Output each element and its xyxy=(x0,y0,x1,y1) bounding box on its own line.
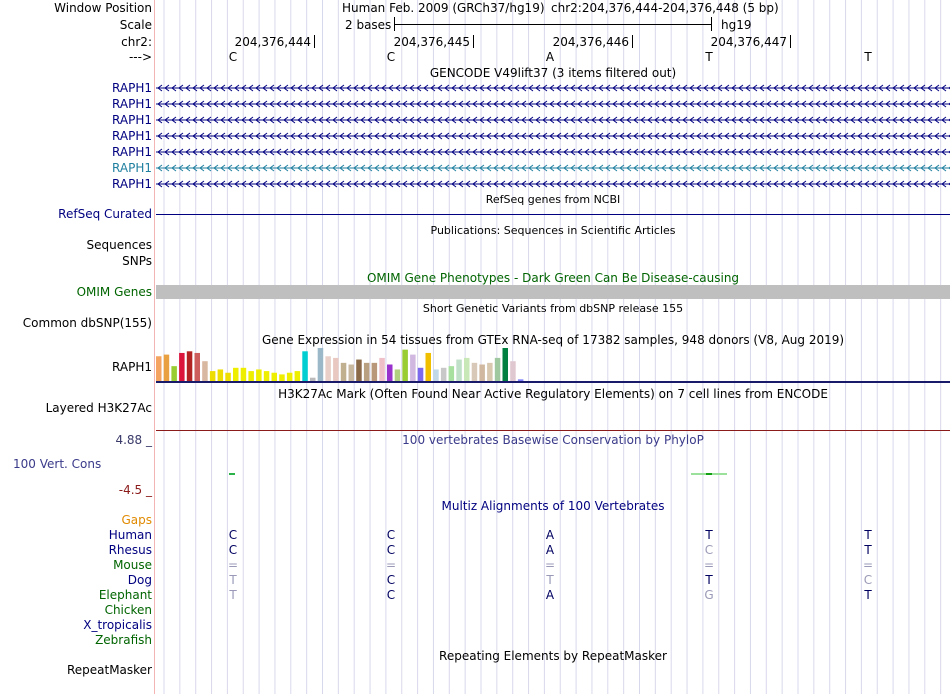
gtex-tissue-bar[interactable] xyxy=(510,361,516,381)
gtex-title[interactable]: Gene Expression in 54 tissues from GTEx RNA-seq of 17382 samples, 948 donors (V8, Aug 2019) xyxy=(261,333,845,347)
gtex-tissue-bar[interactable] xyxy=(402,350,408,381)
coordinate-tick xyxy=(314,35,315,48)
gencode-transcript-line[interactable] xyxy=(156,115,950,125)
refseq-line[interactable] xyxy=(156,214,950,215)
repeatmasker-label[interactable]: RepeatMasker xyxy=(66,663,152,677)
gtex-tissue-bar[interactable] xyxy=(287,373,293,381)
gtex-tissue-bar[interactable] xyxy=(503,348,509,381)
alignment-base: A xyxy=(545,543,555,557)
alignment-base: T xyxy=(705,528,713,542)
gencode-transcript-line[interactable] xyxy=(156,99,950,109)
reference-base: T xyxy=(864,50,872,64)
alignment-base: T xyxy=(864,588,872,602)
gtex-tissue-bar[interactable] xyxy=(379,358,385,381)
gencode-transcript-label[interactable]: RAPH1 xyxy=(112,113,152,127)
gtex-tissue-bar[interactable] xyxy=(449,366,455,381)
multiz-species-label[interactable]: Gaps xyxy=(121,513,152,527)
gtex-tissue-bar[interactable] xyxy=(256,369,262,381)
multiz-species-label[interactable]: Elephant xyxy=(98,588,152,602)
reference-base: T xyxy=(705,50,713,64)
phylop-ymin: -4.5 _ xyxy=(118,483,152,497)
multiz-species-label[interactable]: Chicken xyxy=(104,603,152,617)
gencode-transcript-label[interactable]: RAPH1 xyxy=(112,145,152,159)
coordinate-label: 204,376,446 xyxy=(552,35,629,49)
alignment-base: C xyxy=(386,588,396,602)
alignment-base: C xyxy=(228,543,238,557)
gtex-tissue-bar[interactable] xyxy=(418,368,424,381)
publications-title[interactable]: Publications: Sequences in Scientific Articles xyxy=(430,224,676,237)
gtex-tissue-bar[interactable] xyxy=(456,360,462,381)
gencode-transcript-line[interactable] xyxy=(156,83,950,93)
alignment-base: T xyxy=(229,588,237,602)
h3k27ac-title[interactable]: H3K27Ac Mark (Often Found Near Active Regulatory Elements) on 7 cell lines from ENCODE xyxy=(278,387,828,401)
alignment-base: C xyxy=(386,528,396,542)
publications-snps-label[interactable]: SNPs xyxy=(122,254,152,268)
coordinate-label: 204,376,445 xyxy=(393,35,470,49)
coordinate-label: 204,376,447 xyxy=(710,35,787,49)
alignment-base: A xyxy=(545,588,555,602)
omim-title[interactable]: OMIM Gene Phenotypes - Dark Green Can Be Disease-causing xyxy=(366,271,740,285)
gencode-transcript-line[interactable] xyxy=(156,147,950,157)
gtex-tissue-bar[interactable] xyxy=(333,358,339,381)
reference-base: C xyxy=(386,50,396,64)
alignment-base: T xyxy=(546,573,554,587)
alignment-base: A xyxy=(545,528,555,542)
gtex-tissue-bar[interactable] xyxy=(487,363,493,381)
publications-sequences-label[interactable]: Sequences xyxy=(86,238,152,252)
gtex-tissue-bar[interactable] xyxy=(218,369,224,381)
coordinate-tick xyxy=(790,35,791,48)
strand-label: ---> xyxy=(128,50,152,64)
gtex-tissue-bar[interactable] xyxy=(495,358,501,381)
gencode-transcript-line[interactable] xyxy=(156,131,950,141)
gtex-tissue-bar[interactable] xyxy=(318,348,324,381)
alignment-base: = xyxy=(227,558,239,572)
multiz-species-label[interactable]: Rhesus xyxy=(108,543,152,557)
gtex-tissue-bar[interactable] xyxy=(325,356,331,381)
gtex-tissue-bar[interactable] xyxy=(387,365,393,382)
gtex-tissue-bar[interactable] xyxy=(426,353,432,381)
dbsnp-title[interactable]: Short Genetic Variants from dbSNP release 155 xyxy=(422,302,684,315)
reference-base: C xyxy=(228,50,238,64)
gtex-chart[interactable] xyxy=(156,348,950,384)
omim-label[interactable]: OMIM Genes xyxy=(76,285,152,299)
gtex-tissue-bar[interactable] xyxy=(171,366,177,381)
gtex-tissue-bar[interactable] xyxy=(210,371,216,381)
gencode-transcript-label[interactable]: RAPH1 xyxy=(112,177,152,191)
position-text: chr2:204,376,444-204,376,448 (5 bp) xyxy=(551,1,779,15)
alignment-base: T xyxy=(864,543,872,557)
gtex-tissue-bar[interactable] xyxy=(372,363,378,381)
alignment-base: C xyxy=(228,528,238,542)
gencode-transcript-label[interactable]: RAPH1 xyxy=(112,161,152,175)
gtex-tissue-bar[interactable] xyxy=(248,371,254,381)
coordinate-label: 204,376,444 xyxy=(234,35,311,49)
gtex-tissue-bar[interactable] xyxy=(272,373,278,381)
alignment-base: = xyxy=(544,558,556,572)
scale-bar-right xyxy=(711,17,712,31)
multiz-species-label[interactable]: Mouse xyxy=(113,558,152,572)
gtex-tissue-bar[interactable] xyxy=(395,369,401,381)
gtex-tissue-bar[interactable] xyxy=(264,371,270,381)
gencode-transcript-label[interactable]: RAPH1 xyxy=(112,97,152,111)
dbsnp-label[interactable]: Common dbSNP(155) xyxy=(22,316,152,330)
multiz-species-label[interactable]: Human xyxy=(108,528,152,542)
h3k27ac-label[interactable]: Layered H3K27Ac xyxy=(45,401,152,415)
gtex-tissue-bar[interactable] xyxy=(233,368,239,381)
gtex-tissue-bar[interactable] xyxy=(364,363,370,381)
chrom-label: chr2: xyxy=(121,35,152,49)
phylop-score-mark[interactable] xyxy=(229,473,235,475)
gtex-tissue-bar[interactable] xyxy=(295,371,301,381)
scale-bar xyxy=(394,24,711,25)
gtex-tissue-bar[interactable] xyxy=(164,355,170,381)
refseq-label[interactable]: RefSeq Curated xyxy=(58,207,152,221)
gtex-tissue-bar[interactable] xyxy=(156,356,162,381)
multiz-title[interactable]: Multiz Alignments of 100 Vertebrates xyxy=(441,499,665,513)
gtex-tissue-bar[interactable] xyxy=(472,363,478,381)
alignment-base: = xyxy=(703,558,715,572)
h3k27ac-baseline xyxy=(156,430,950,431)
gtex-tissue-bar[interactable] xyxy=(518,379,524,381)
gtex-tissue-bar[interactable] xyxy=(410,355,416,381)
gencode-transcript-label[interactable]: RAPH1 xyxy=(112,129,152,143)
gtex-tissue-bar[interactable] xyxy=(279,374,285,381)
alignment-base: T xyxy=(864,528,872,542)
multiz-species-label[interactable]: Zebrafish xyxy=(95,633,152,647)
gtex-label[interactable]: RAPH1 xyxy=(112,360,152,374)
gtex-tissue-bar[interactable] xyxy=(341,363,347,381)
alignment-base: = xyxy=(862,558,874,572)
gtex-tissue-bar[interactable] xyxy=(349,365,355,382)
gencode-transcript-label[interactable]: RAPH1 xyxy=(112,81,152,95)
scale-label: Scale xyxy=(119,18,152,32)
scale-db: hg19 xyxy=(721,18,752,32)
gtex-tissue-bar[interactable] xyxy=(479,365,485,382)
alignment-base: T xyxy=(705,573,713,587)
alignment-base: C xyxy=(704,543,714,557)
gtex-tissue-bar[interactable] xyxy=(441,368,447,381)
gtex-tissue-bar[interactable] xyxy=(187,351,193,381)
gencode-title[interactable]: GENCODE V49lift37 (3 items filtered out) xyxy=(429,66,677,80)
reference-base: A xyxy=(545,50,555,64)
gencode-transcript-line[interactable] xyxy=(156,163,950,173)
scale-text: 2 bases xyxy=(345,18,392,32)
alignment-base: C xyxy=(386,573,396,587)
phylop-plot[interactable] xyxy=(156,468,950,480)
coordinate-tick xyxy=(473,35,474,48)
alignment-base: T xyxy=(229,573,237,587)
gtex-tissue-bar[interactable] xyxy=(225,373,231,381)
phylop-label[interactable]: 100 Vert. Cons xyxy=(13,457,102,471)
gtex-tissue-bar[interactable] xyxy=(302,351,308,381)
omim-bar[interactable] xyxy=(156,285,950,299)
gtex-tissue-bar[interactable] xyxy=(356,360,362,381)
gtex-tissue-bar[interactable] xyxy=(433,369,439,381)
gtex-tissue-bar[interactable] xyxy=(310,378,316,381)
multiz-species-label[interactable]: Dog xyxy=(127,573,152,587)
gencode-transcript-line[interactable] xyxy=(156,179,950,189)
alignment-base: = xyxy=(385,558,397,572)
multiz-species-label[interactable]: X_tropicalis xyxy=(83,618,152,632)
alignment-base: C xyxy=(863,573,873,587)
repeatmasker-title[interactable]: Repeating Elements by RepeatMasker xyxy=(439,649,667,663)
alignment-base: C xyxy=(386,543,396,557)
coordinate-tick xyxy=(632,35,633,48)
refseq-title[interactable]: RefSeq genes from NCBI xyxy=(485,193,621,206)
phylop-score-mark[interactable] xyxy=(706,473,712,475)
gtex-tissue-bar[interactable] xyxy=(464,358,470,381)
gtex-tissue-bar[interactable] xyxy=(195,353,201,381)
assembly-text: Human Feb. 2009 (GRCh37/hg19) xyxy=(342,1,545,15)
window-position-label: Window Position xyxy=(54,1,152,15)
phylop-ymax: 4.88 _ xyxy=(115,433,152,447)
gtex-tissue-bar[interactable] xyxy=(179,353,185,381)
phylop-title[interactable]: 100 vertebrates Basewise Conservation by PhyloP xyxy=(402,433,704,447)
alignment-base: G xyxy=(704,588,714,602)
label-divider[interactable] xyxy=(154,0,155,694)
gtex-tissue-bar[interactable] xyxy=(241,368,247,381)
gtex-tissue-bar[interactable] xyxy=(202,361,208,381)
